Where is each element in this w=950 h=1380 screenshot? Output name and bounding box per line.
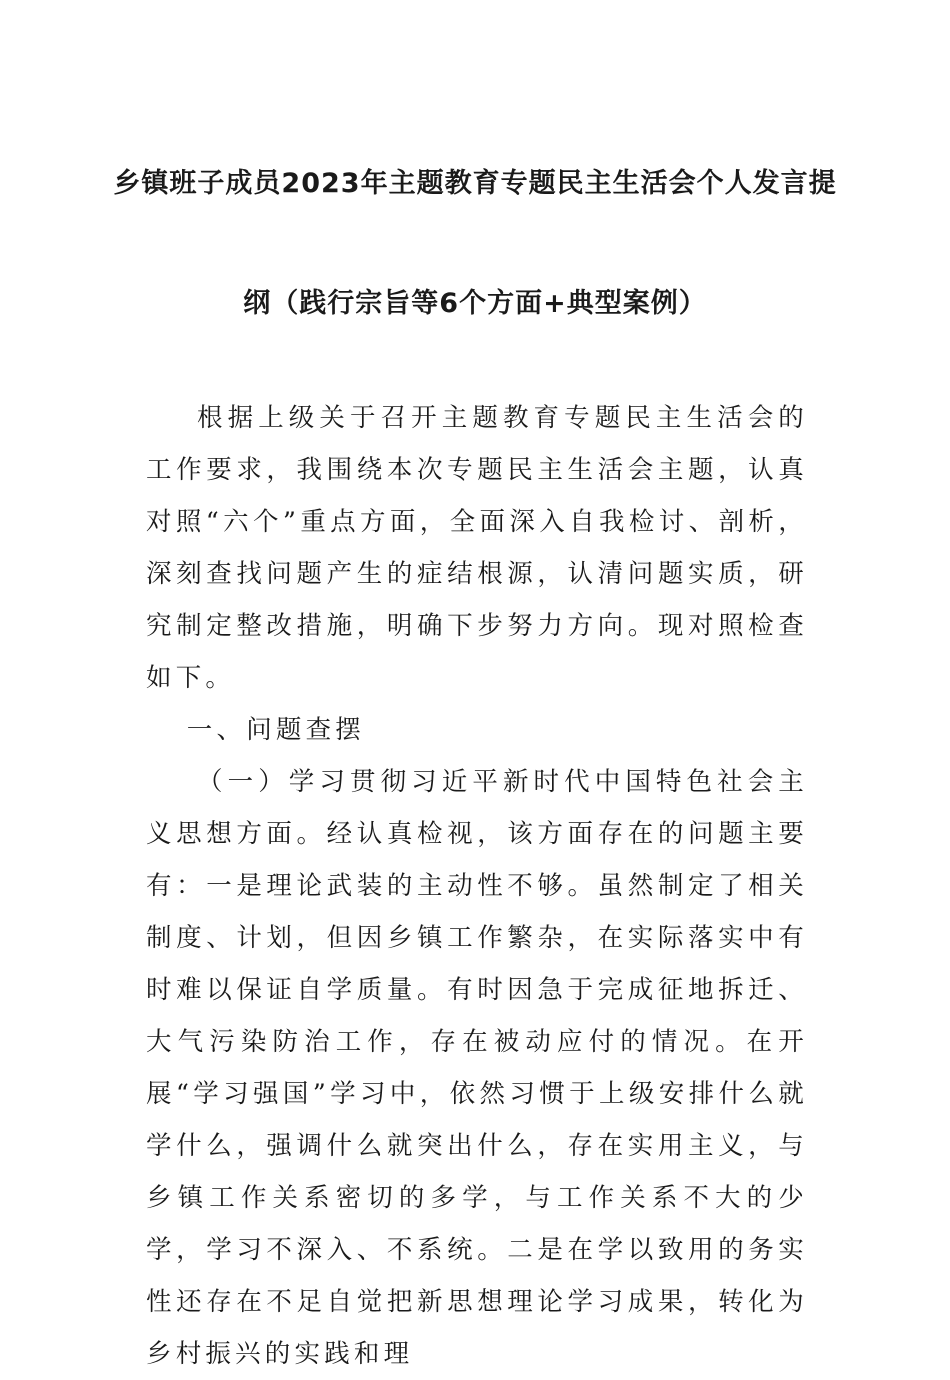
section-heading: 一、问题查摆 [186,715,365,745]
subsection-paragraph: （一）学习贯彻习近平新时代中国特色社会主义思想方面。经认真检视，该方面存在的问题主要有：一是理论武装的主动性不够。虽然制定了相关制度、计划，但因乡镇工作繁杂，在实际落实中有时难以保证自学质量。有时因急于完成征地拆迁、大气污染防治工作，存在被动应付的情况。在开展“学习强国”学习中，依然习惯于上级安排什么就学什么，强调什么就突出什么，存在实用主义，与乡镇工作关系密切的多学，与工作关系不大的少学，学习不深入、不系统。二是在学以致用的务实性还存在不足自觉把新思想理论学习成果，转化为乡村振兴的实践和理 [146,767,808,1369]
document-title-line-2: 纲（践行宗旨等6个方面+典型案例） [243,288,707,319]
document-body [146,392,808,1380]
intro-paragraph: 根据上级关于召开主题教育专题民主生活会的工作要求，我围绕本次专题民主生活会主题，认真对照“六个”重点方面，全面深入自我检讨、剖析，深刻查找问题产生的症结根源，认清问题实质，研究制定整改措施，明确下步努力方向。现对照检查如下。 [146,403,808,693]
document-title-line-1: 乡镇班子成员2023年主题教育专题民主生活会个人发言提 [113,168,837,199]
